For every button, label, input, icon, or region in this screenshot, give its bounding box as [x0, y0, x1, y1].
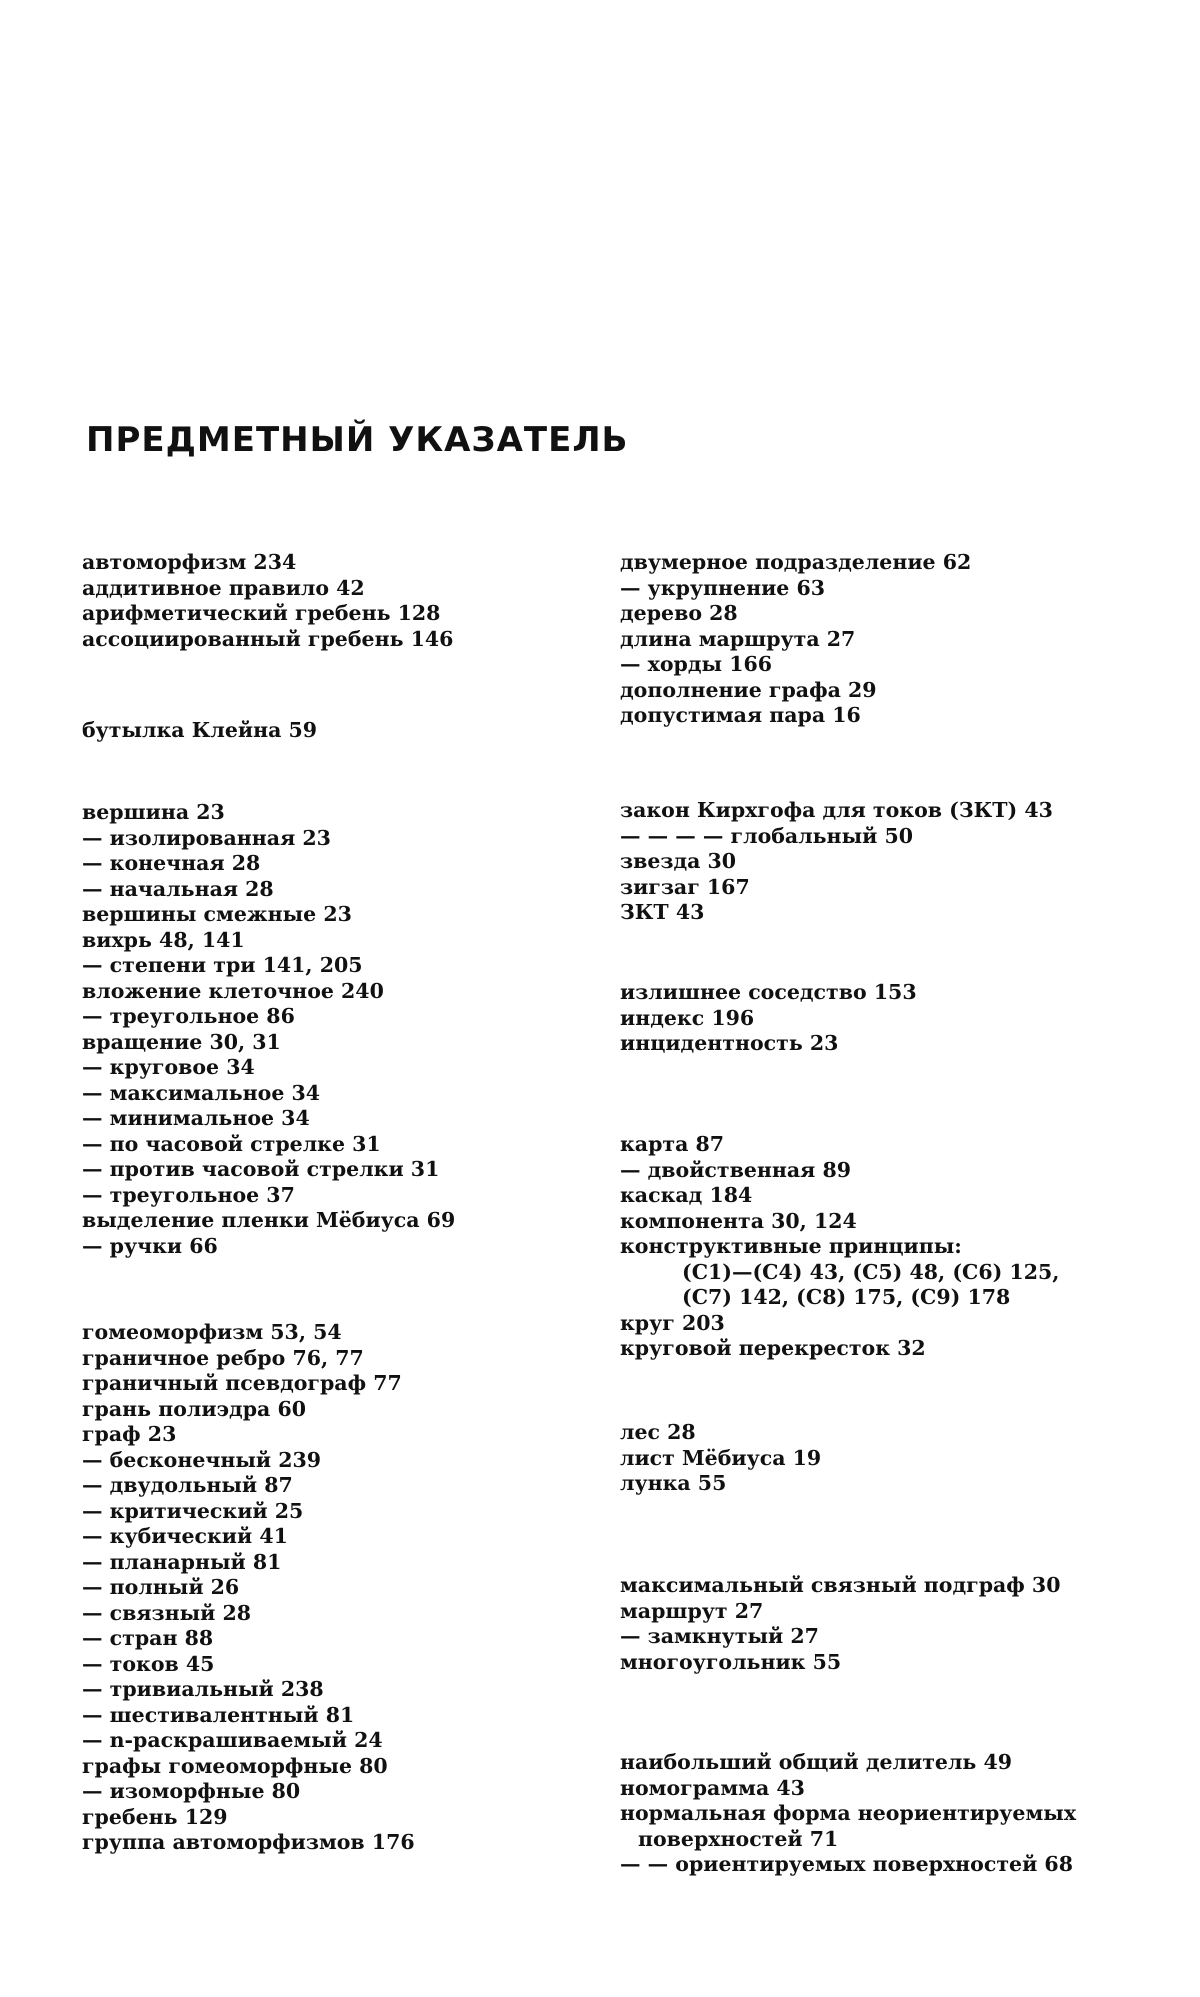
index-entry: — — ориентируемых поверхностей 68 [620, 1852, 1073, 1876]
index-entry: длина маршрута 27 [620, 626, 856, 651]
index-entry: поверхностей 71 [638, 1826, 839, 1851]
page-title: ПРЕДМЕТНЫЙ УКАЗАТЕЛЬ [86, 420, 629, 460]
index-entry: наибольший общий делитель 49 [620, 1750, 1013, 1774]
index-entry: номограмма 43 [620, 1775, 805, 1800]
index-entry: выделение пленки Мёбиуса 69 [82, 1208, 456, 1232]
index-entry: закон Кирхгофа для токов (ЗКТ) 43 [620, 798, 1053, 822]
index-entry: круг 203 [620, 1310, 725, 1335]
index-entry: — шестивалентный 81 [82, 1702, 355, 1727]
index-entry: — критический 25 [82, 1498, 304, 1523]
index-entry: вихрь 48, 141 [82, 927, 245, 952]
index-entry: — стран 88 [82, 1626, 214, 1650]
index-entry: зигзаг 167 [620, 874, 750, 899]
index-entry: — планарный 81 [82, 1549, 282, 1574]
index-entry: — изоморфные 80 [82, 1779, 301, 1803]
index-entry: компонента 30, 124 [620, 1208, 857, 1233]
index-entry: — полный 26 [82, 1575, 240, 1599]
index-entry: нормальная форма неориентируемых [620, 1801, 1077, 1825]
index-entry: многоугольник 55 [620, 1649, 842, 1674]
index-group-v [82, 800, 455, 1259]
index-entry: графы гомеоморфные 80 [82, 1753, 388, 1778]
index-entry: — минимальное 34 [82, 1106, 310, 1130]
index-entry: вложение клеточное 240 [82, 978, 384, 1003]
index-entry: — треугольное 86 [82, 1004, 295, 1028]
index-entry: ассоциированный гребень 146 [82, 626, 454, 651]
index-entry: лунка 55 [620, 1471, 727, 1495]
index-entry: гомеоморфизм 53, 54 [82, 1320, 342, 1344]
index-entry: грань полиэдра 60 [82, 1396, 306, 1421]
index-entry: аддитивное правило 42 [82, 575, 365, 600]
index-group-b [82, 718, 317, 744]
index-entry: — треугольное 37 [82, 1182, 295, 1207]
index-entry: (С1)—(С4) 43, (С5) 48, (С6) 125, [682, 1259, 1060, 1284]
index-entry: маршрут 27 [620, 1598, 764, 1623]
index-group-g [82, 1320, 415, 1856]
index-entry: гребень 129 [82, 1804, 228, 1829]
index-entry: индекс 196 [620, 1005, 755, 1030]
index-entry: — круговое 34 [82, 1055, 255, 1079]
index-entry: круговой перекресток 32 [620, 1336, 926, 1360]
index-entry: вращение 30, 31 [82, 1029, 281, 1054]
index-entry: автоморфизм 234 [82, 550, 297, 574]
index-group-a [82, 550, 453, 652]
index-entry: — бесконечный 239 [82, 1447, 322, 1472]
index-entry: — против часовой стрелки 31 [82, 1157, 440, 1181]
index-entry: — токов 45 [82, 1651, 215, 1676]
index-entry: — хорды 166 [620, 652, 773, 676]
index-entry: — максимальное 34 [82, 1080, 321, 1105]
index-group-z [620, 798, 1053, 926]
index-entry: — двойственная 89 [620, 1157, 851, 1182]
index-entry: лист Мёбиуса 19 [620, 1445, 822, 1470]
index-entry: — кубический 41 [82, 1524, 288, 1548]
index-entry: карта 87 [620, 1132, 725, 1156]
index-entry: (С7) 142, (С8) 175, (С9) 178 [682, 1285, 1011, 1309]
index-entry: двумерное подразделение 62 [620, 550, 972, 574]
index-entry: — степени три 141, 205 [82, 953, 363, 977]
index-entry: — двудольный 87 [82, 1473, 293, 1497]
index-group-i [620, 980, 917, 1057]
index-entry: каскад 184 [620, 1183, 753, 1207]
index-entry: — укрупнение 63 [620, 575, 825, 600]
index-entry: вершины смежные 23 [82, 902, 352, 926]
index-group-k [620, 1132, 1059, 1362]
index-group-n [620, 1750, 1076, 1878]
index-entry: вершина 23 [82, 800, 225, 824]
index-entry: звезда 30 [620, 849, 737, 873]
index-entry: граничный псевдограф 77 [82, 1371, 402, 1395]
index-entry: — конечная 28 [82, 851, 261, 875]
index-entry: арифметический гребень 128 [82, 601, 441, 625]
index-entry: максимальный связный подграф 30 [620, 1573, 1061, 1597]
index-group-d [620, 550, 971, 729]
index-entry: — тривиальный 238 [82, 1677, 324, 1701]
index-entry: граф 23 [82, 1422, 177, 1446]
index-entry: ЗКТ 43 [620, 900, 705, 924]
index-entry: конструктивные принципы: [620, 1234, 962, 1258]
index-entry: излишнее соседство 153 [620, 980, 917, 1004]
index-entry: дерево 28 [620, 601, 738, 625]
index-entry: бутылка Клейна 59 [82, 718, 318, 742]
index-group-l [620, 1420, 821, 1497]
index-entry: допустимая пара 16 [620, 703, 861, 727]
index-entry: лес 28 [620, 1420, 696, 1444]
index-entry: — по часовой стрелке 31 [82, 1131, 381, 1156]
index-entry: — ручки 66 [82, 1233, 218, 1258]
index-entry: — изолированная 23 [82, 825, 331, 850]
index-entry: группа автоморфизмов 176 [82, 1830, 415, 1854]
index-entry: — замкнутый 27 [620, 1624, 819, 1648]
index-entry: граничное ребро 76, 77 [82, 1345, 364, 1370]
index-entry: дополнение графа 29 [620, 677, 877, 702]
index-entry: — связный 28 [82, 1600, 252, 1625]
index-entry: — — — — глобальный 50 [620, 823, 913, 848]
index-entry: — n-раскрашиваемый 24 [82, 1728, 383, 1752]
index-entry: инцидентность 23 [620, 1031, 839, 1055]
index-entry: — начальная 28 [82, 876, 274, 901]
index-group-m [620, 1573, 1060, 1675]
